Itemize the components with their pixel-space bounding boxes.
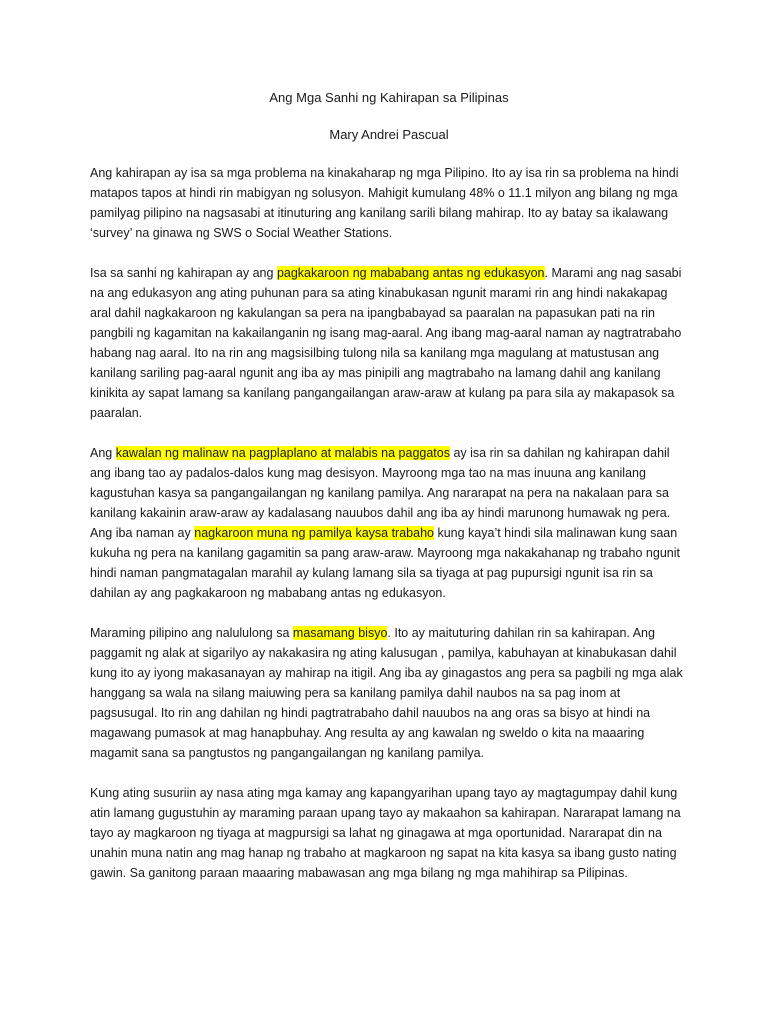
paragraph-text: Kung ating susuriin ay nasa ating mga kamay ang kapangyarihan upang tayo ay magtagumpay dahil kung atin lamang gugustuhin ay maraming paraan upang tayo ay makaahon sa kahirapan. Nararapat lamang na tayo ay magkaroon ng tiyaga at magpursigi sa lahat ng ginagawa at mga oportunidad. Nararapat din na unahin muna natin ang mag hanap ng trabaho at magkaroon ng sapat na kita kasya sa ibang gusto nating gawin. Sa ganitong paraan maaaring mabawasan ang mga bilang ng mga mahihirap sa Pilipinas. bbox=[90, 786, 681, 880]
paragraph-planning bbox=[90, 443, 688, 603]
highlighted-phrase: pagkakaroon ng mababang antas ng edukasyon bbox=[276, 266, 545, 280]
paragraph-text: . Ito ay maituturing dahilan rin sa kahirapan. Ang paggamit ng alak at sigarilyo ay nakakasira ng ating kalusugan , pamilya, kabuhayan at kinabukasan dahil kung ito ay iyong makasanayan ay mahirap na itigil. Ang iba ay ginagastos ang pera sa pagbili ng mga alak hanggang sa wala na silang maiuwing pera sa kanilang pamilya dahil naubos na sa pag inom at pagsusugal. Ito rin ang dahilan ng hindi pagtratrabaho dahil nauubos na ang oras sa bisyo at hindi na magawang pumasok at mag hanapbuhay. Ang resulta ay ang kawalan ng sweldo o kita na maaaring magamit sana sa pangtustos ng pangangailangan ng kanilang pamilya. bbox=[90, 626, 683, 760]
highlighted-phrase: nagkaroon muna ng pamilya kaysa trabaho bbox=[194, 526, 434, 540]
highlighted-phrase: kawalan ng malinaw na pagplaplano at malabis na paggatos bbox=[115, 446, 450, 460]
paragraph-text: Ang bbox=[90, 446, 116, 460]
paragraph-education bbox=[90, 263, 688, 423]
paragraph-conclusion bbox=[90, 783, 688, 883]
paragraph-text: kung kaya’t hindi sila malinawan kung saan kukuha ng pera na kanilang gagamitin sa pang araw-araw. Mayroong mga nakakahanap ng trabaho ngunit hindi naman pangmatagalan marahil ay kulang lamang sila sa tiyaga at pag pupursigi ngunit isa rin sa dahilan ay ang pagkakaroon ng mababang antas ng edukasyon. bbox=[90, 526, 680, 600]
document-author: Mary Andrei Pascual bbox=[329, 127, 449, 142]
paragraph-text: . Marami ang nag sasabi na ang edukasyon ang ating puhunan para sa ating kinabukasan ngunit marami rin ang hindi nakakapag aral dahil nagkakaroon ng kakulangan sa pera na ipangbabayad sa paaralan na papasukan pati na rin pangbili ng kagamitan na kakailanganin ng isang mag-aaral. Ang ibang mag-aaral naman ay nagtratrabaho habang nag aaral. Ito na rin ang magsisilbing tulong nila sa kanilang mga magulang at matustusan ang kanilang sariling pag-aaral ngunit ang iba ay mas pinipili ang magtrabaho na lamang dahil ang kanilang kinikita ay sapat lamang sa kanilang pangangailangan araw-araw at kulang pa para sila ay makapasok sa paaralan. bbox=[90, 266, 682, 420]
paragraph-text: Maraming pilipino ang nalululong sa bbox=[90, 626, 293, 640]
document-title: Ang Mga Sanhi ng Kahirapan sa Pilipinas bbox=[269, 90, 509, 105]
paragraph-vices bbox=[90, 623, 688, 763]
paragraph-text: ay isa rin sa dahilan ng kahirapan dahil ang ibang tao ay padalos-dalos kung mag desisyon. Mayroong mga tao na mas inuuna ang kanilang kagustuhan kasya sa pangangailangan ng kanilang pamilya. Ang nararapat na pera na nakalaan para sa kanilang kakainin araw-araw ay kadalasang nauubos dahil ang iba ay hindi marunong humawak ng pera. Ang iba naman ay bbox=[90, 446, 671, 540]
highlighted-phrase: masamang bisyo bbox=[292, 626, 388, 640]
paragraph-intro bbox=[90, 163, 688, 243]
paragraph-text: Isa sa sanhi ng kahirapan ay ang bbox=[90, 266, 277, 280]
paragraph-text: Ang kahirapan ay isa sa mga problema na kinakaharap ng mga Pilipino. Ito ay isa rin sa problema na hindi matapos tapos at hindi rin mabigyan ng solusyon. Mahigit kumulang 48% o 11.1 milyon ang bilang ng mga pamilyag pilipino na nagsasabi at itinuturing ang kanilang sarili bilang mahirap. Ito ay batay sa ikalawang ‘survey’ na ginawa ng SWS o Social Weather Stations. bbox=[90, 166, 679, 240]
